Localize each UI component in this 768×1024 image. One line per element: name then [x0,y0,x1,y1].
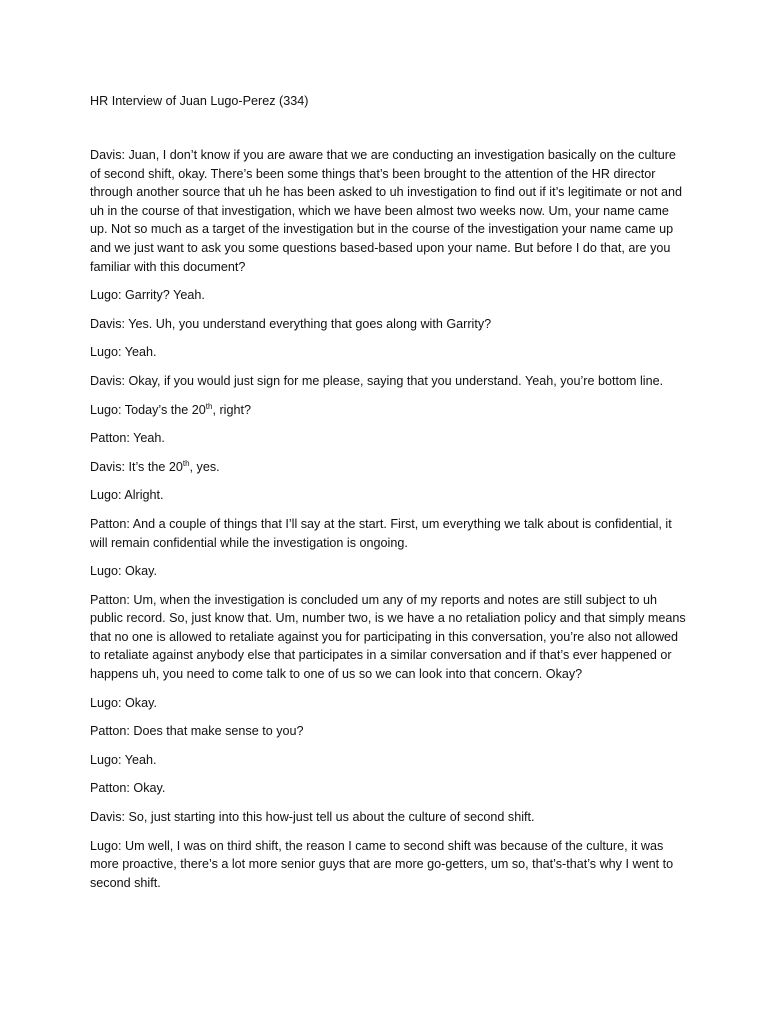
transcript-paragraph: Patton: Um, when the investigation is concluded um any of my reports and notes are still subject to uh public record. So, just know that. Um, number two, is we have a no retaliation policy and that simply means that no one is allowed to retaliate against you for participating in this conversation, you’re also not allowed to retaliate against anybody else that participates in a similar conversation and if that’s ever happened or happens uh, you need to come talk to one of us so we can look into that concern. Okay? [90,592,686,682]
transcript-paragraph: Lugo: Yeah. [90,752,157,767]
transcript-paragraph: Davis: So, just starting into this how-just tell us about the culture of second shift. [90,810,535,825]
ordinal-suffix: th [182,458,190,468]
transcript-paragraph: Patton: Yeah. [90,431,165,446]
transcript-paragraph: Lugo: Yeah. [90,345,157,360]
paragraph-text: Lugo: Today’s the 20 [90,402,206,417]
transcript-paragraph [90,401,688,420]
transcript-paragraph: Patton: Does that make sense to you? [90,724,304,739]
transcript-paragraph: Lugo: Um well, I was on third shift, the reason I came to second shift was because of the culture, it was more proactive, there’s a lot more senior guys that are more go-getters, um so, that’s-that’s why I went to second shift. [90,838,674,890]
paragraph-text: , yes. [189,459,220,474]
transcript-paragraph: Davis: Okay, if you would just sign for me please, saying that you understand. Yeah, you’re bottom line. [90,373,664,388]
transcript-paragraph: Lugo: Okay. [90,564,157,579]
transcript-paragraph: Patton: And a couple of things that I’ll say at the start. First, um everything we talk about is confidential, it will remain confidential while the investigation is ongoing. [90,516,672,550]
transcript-paragraph: Davis: Yes. Uh, you understand everything that goes along with Garrity? [90,316,492,331]
transcript-paragraph [90,458,688,477]
document-body [90,92,688,892]
paragraph-text: , right? [212,402,251,417]
transcript-paragraph: Lugo: Garrity? Yeah. [90,288,205,303]
transcript-paragraph: Davis: Juan, I don’t know if you are aware that we are conducting an investigation basically on the culture of second shift, okay. There’s been some things that’s been brought to the attention of the HR director through another source that uh he has been asked to uh investigation to find out if it’s legitimate or not and uh in the course of that investigation, which we have been almost two weeks now. Um, your name came up. Not so much as a target of the investigation but in the course of the investigation your name came up and we just want to ask you some questions based-based upon your name. But before I do that, are you familiar with this document? [90,148,683,274]
transcript-paragraph: Lugo: Okay. [90,695,157,710]
transcript-paragraph: Lugo: Alright. [90,488,164,503]
transcript-paragraph: Patton: Okay. [90,781,166,796]
ordinal-suffix: th [205,401,213,411]
paragraph-text: Davis: It’s the 20 [90,459,183,474]
document-title: HR Interview of Juan Lugo-Perez (334) [90,94,309,108]
